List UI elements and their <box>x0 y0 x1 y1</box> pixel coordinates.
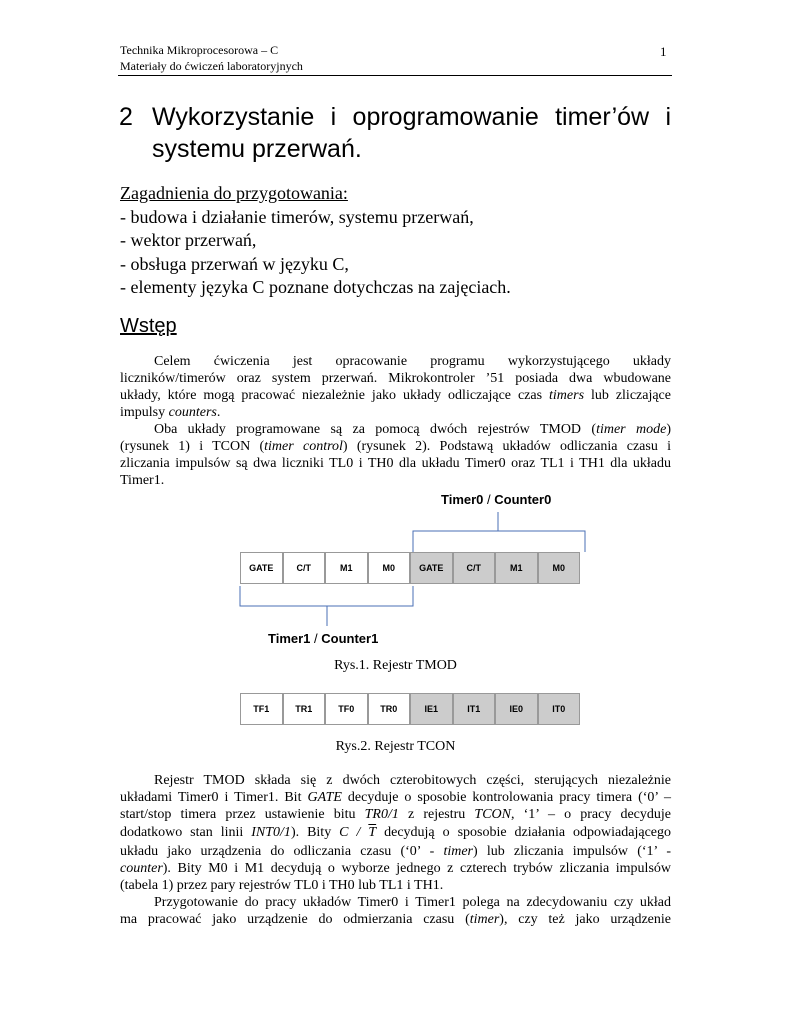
tmod-bit: C/T <box>453 552 496 584</box>
text-line: (tabela 1) przez pary rejestrów TL0 i TH0 lub TL1 i TH1. <box>120 878 444 893</box>
chapter-title-line2: systemu przerwań. <box>152 135 362 163</box>
tcon-bit: IT1 <box>453 693 496 725</box>
ct-symbol: C / $\overline{T}$ <box>339 825 377 840</box>
tmod-bit: GATE <box>410 552 453 584</box>
header-rule <box>118 75 672 76</box>
text-line: dodatkowo stan linii INT0/1). Bity C / $\overline{T}$ decydują o sposobie działania odpowiadającego <box>120 825 672 840</box>
tmod-bit: M0 <box>368 552 411 584</box>
tcon-bit: TR0 <box>368 693 411 725</box>
text-line: Celem ćwiczenia jest opracowanie programu wykorzystującego układy <box>154 354 671 369</box>
text-line: start/stop timera przez ustawienie bitu TR0/1 z rejestru TCON, ‘1’ – o pracy decyduje <box>120 807 671 822</box>
text-line: liczników/timerów oraz system przerwań. Mikrokontroler ’51 posiada dwa wbudowane <box>120 371 671 386</box>
chapter-number: 2 <box>119 103 133 131</box>
text-line: układu jako urządzenia do odliczania czasu (‘0’ - timer) lub zliczania impulsów (‘1’ - <box>120 844 671 859</box>
topics-heading: Zagadnienia do przygotowania: <box>120 183 348 203</box>
tcon-bit: TF1 <box>240 693 283 725</box>
chapter-title-line1: Wykorzystanie i oprogramowanie timer’ów i <box>152 103 671 131</box>
body-text <box>120 772 671 928</box>
header-subtitle: Materiały do ćwiczeń laboratoryjnych <box>120 59 303 73</box>
figure2-caption: Rys.2. Rejestr TCON <box>335 739 456 754</box>
text-line: zliczania impulsów są dwa liczniki TL0 i TH0 dla układu Timer0 oraz TL1 i TH1 dla układu <box>120 456 671 471</box>
section-title: Wstęp <box>120 315 177 337</box>
tmod-bit: M1 <box>325 552 368 584</box>
tcon-bit: TF0 <box>325 693 368 725</box>
tmod-bit: GATE <box>240 552 283 584</box>
tmod-bit: M0 <box>538 552 581 584</box>
text-line: Rejestr TMOD składa się z dwóch czterobitowych części, sterujących niezależnie <box>154 773 671 788</box>
topics-list <box>120 182 511 300</box>
topic-item: - obsługa przerwań w języku C, <box>120 253 349 274</box>
intro-text <box>120 353 671 489</box>
text-line: Oba układy programowane są za pomocą dwóch rejestrów TMOD (timer mode) <box>154 422 671 437</box>
tmod-register <box>240 552 580 584</box>
timer1-label: Timer1 / Counter1 <box>268 631 379 646</box>
tmod-bit: M1 <box>495 552 538 584</box>
text-line: ma pracować jako urządzenie do odmierzania czasu (timer), czy też jako urządzenie <box>120 912 671 927</box>
text-line: counter). Bity M0 i M1 decydują o wyborze jednego z czterech trybów zliczania impulsów <box>120 861 671 876</box>
tmod-bit: C/T <box>283 552 326 584</box>
figure1-caption: Rys.1. Rejestr TMOD <box>334 658 457 673</box>
text-line: Przygotowanie do pracy układów Timer0 i Timer1 polega na zdecydowaniu czy układ <box>154 895 671 910</box>
topic-item: - wektor przerwań, <box>120 230 257 250</box>
page-number: 1 <box>660 44 667 59</box>
text-line: (rysunek 1) i TCON (timer control) (rysunek 2). Podstawą układów odliczania czasu i <box>120 439 671 454</box>
text-line: impulsy counters. <box>120 405 221 420</box>
tcon-register <box>240 693 580 725</box>
text-line: układami Timer0 i Timer1. Bit GATE decyduje o sposobie kontrolowania pracy timera (‘0’ – <box>120 790 671 805</box>
text-line: układy, które mogą pracować niezależnie jako układy odliczające czas timers lub zliczające <box>120 388 671 403</box>
topic-item: - elementy języka C poznane dotychczas na zajęciach. <box>120 277 511 297</box>
tcon-bit: TR1 <box>283 693 326 725</box>
tcon-bit: IE1 <box>410 693 453 725</box>
tcon-bit: IE0 <box>495 693 538 725</box>
timer0-label: Timer0 / Counter0 <box>441 492 552 507</box>
header-title: Technika Mikroprocesorowa – C <box>120 43 279 57</box>
tcon-bit: IT0 <box>538 693 581 725</box>
topic-item: - budowa i działanie timerów, systemu przerwań, <box>120 206 474 227</box>
text-line: Timer1. <box>120 473 165 488</box>
